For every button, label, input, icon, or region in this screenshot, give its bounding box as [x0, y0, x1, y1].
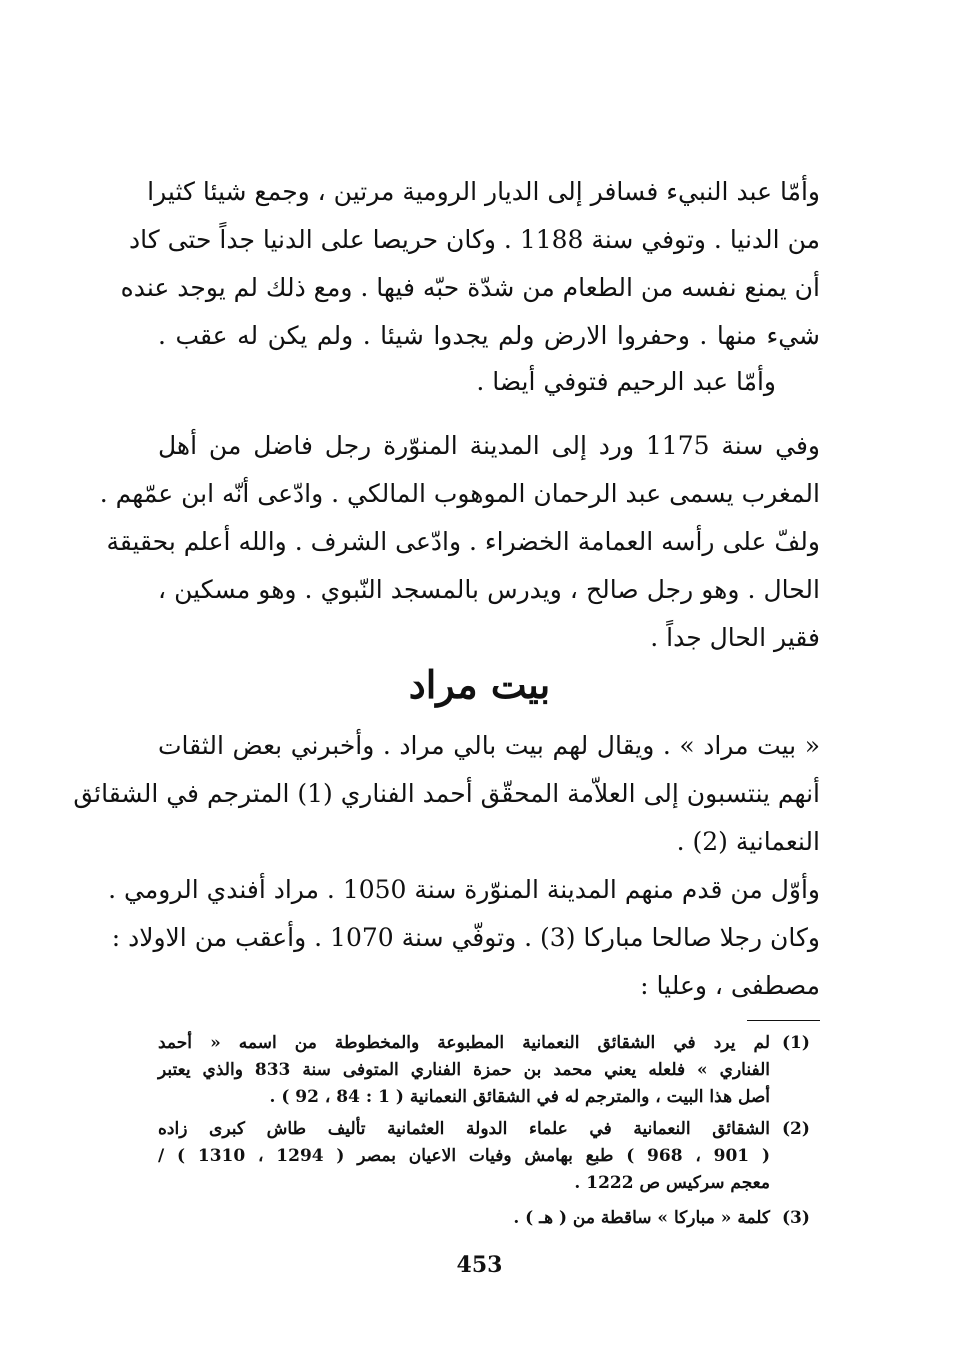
paragraph-first-arrival [108, 866, 820, 1010]
text-line: المغرب يسمى عبد الرحمان الموهوب المالكي . وادّعى أنّه ابن عمّهم . [99, 479, 820, 508]
footnote-line: الفناري » فلعله يعني محمد بن حمزة الفناري المتوفى سنة 833 والذي يعتبر [158, 1060, 770, 1080]
footnote-line: معجم سركيس ص 1222 . [574, 1173, 770, 1193]
text-line: الحال . وهو رجل صالح ، ويدرس بالمسجد النّبوي . وهو مسكين ، [158, 575, 820, 604]
paragraph-bayt-murad [73, 722, 820, 866]
footnote-1 [158, 1030, 770, 1111]
text-line: أن يمنع نفسه من الطعام من شدّة حبّه فيها . ومع ذلك لم يوجد عنده [120, 273, 820, 302]
text-line: من الدنيا . وتوفي سنة 1188 . وكان حريصا على الدنيا جداً حتى كاد [129, 225, 820, 254]
text-line: مصطفى ، وعليا : [640, 971, 820, 1000]
footnote-2 [158, 1116, 770, 1197]
text-line: وأمّا عبد الرحيم فتوفي أيضا . [476, 367, 776, 396]
footnote-line: لم يرد في الشقائق النعمانية المطبوعة والمخطوطة من اسمه « أحمد [158, 1033, 770, 1053]
text-line: أنهم ينتسبون إلى العلاّمة المحقّق أحمد الفناري (1) المترجم في الشقائق [73, 779, 820, 808]
footnote-line: ( 901 ، 968 ) طبع بهامش وفيات الاعيان بمصر ( 1294 ، 1310 ) / [158, 1146, 770, 1166]
paragraph-abd-al-rahim [158, 358, 776, 406]
footnote-3 [158, 1205, 770, 1232]
text-line: « بيت مراد » . ويقال لهم بيت بالي مراد . وأخبرني بعض الثقات [158, 731, 820, 760]
text-line: فقير الحال جداً . [650, 623, 820, 652]
footnote-line: كلمة « مباركا » ساقطة من ( هـ ) . [513, 1208, 770, 1228]
text-line: وكان رجلا صالحا مباركا (3) . وتوفّي سنة 1070 . وأعقب من الاولاد : [111, 923, 820, 952]
page-number: 453 [456, 1252, 503, 1278]
paragraph-abd-al-nabi [120, 168, 820, 360]
footnote-separator [747, 1020, 820, 1021]
text-line: وفي سنة 1175 ورد إلى المدينة المنوّرة رجل فاضل من أهل [158, 431, 820, 460]
text-line: ولفّ على رأسه العمامة الخضراء . وادّعى الشرف . والله أعلم بحقيقة [106, 527, 820, 556]
section-heading: بيت مراد [408, 662, 551, 707]
text-line: شيء منها . وحفروا الارض ولم يجدوا شيئا . ولم يكن له عقب . [158, 321, 820, 350]
text-line: وأمّا عبد النبيء فسافر إلى الديار الرومية مرتين ، وجمع شيئا كثيرا [147, 177, 820, 206]
footnote-line: الشقائق النعمانية في علماء الدولة العثمانية تأليف طاش كبرى زاده [158, 1119, 770, 1139]
footnote-number: (1) [782, 1033, 810, 1053]
text-line: وأوّل من قدم منهم المدينة المنوّرة سنة 1050 . مراد أفندي الرومي . [108, 875, 820, 904]
paragraph-1175 [99, 422, 820, 662]
text-line: النعمانية (2) . [676, 827, 820, 856]
footnote-line: أصل هذا البيت ، والمترجم له في الشقائق النعمانية ( 1 : 84 ، 92 ) . [269, 1087, 770, 1107]
footnote-number: (3) [782, 1208, 810, 1228]
footnote-number: (2) [782, 1119, 810, 1139]
